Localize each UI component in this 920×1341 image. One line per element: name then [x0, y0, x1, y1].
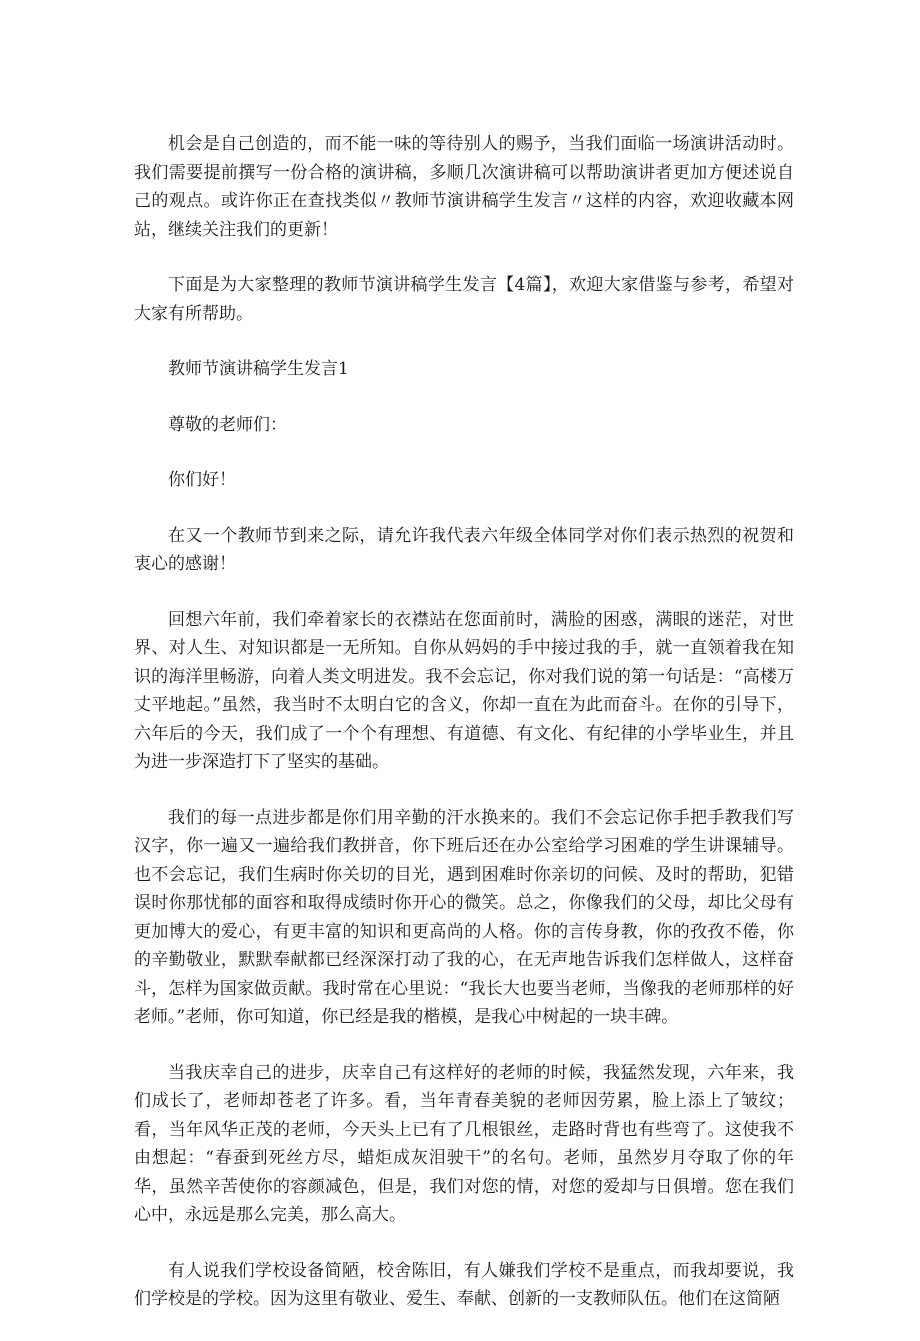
intro-paragraph: 机会是自己创造的，而不能一味的等待别人的赐予，当我们面临一场演讲活动时。我们需要提前撰写一份合格的演讲稿，多顺几次演讲稿可以帮助演讲者更加方便述说自己的观点。或许你正在查找类似〃教师节演讲稿学生发言〃这样的内容，欢迎收藏本网站，继续关注我们的更新！ — [134, 134, 794, 240]
body-paragraph: 在又一个教师节到来之际，请允许我代表六年级全体同学对你们表示热烈的祝贺和衷心的感谢！ — [134, 525, 794, 574]
body-paragraph: 有人说我们学校设备简陋，校舍陈旧，有人嫌我们学校不是重点，而我却要说，我们学校是的学校。因为这里有敬业、爱生、奉献、创新的一支教师队伍。他们在这简陋 — [134, 1260, 794, 1309]
body-paragraph: 当我庆幸自己的进步，庆幸自己有这样好的老师的时候，我猛然发现，六年来，我们成长了，老师却苍老了许多。看，当年青春美貌的老师因劳累，脸上添上了皱纹；看，当年风华正茂的老师，今天头上已有了几根银丝，走路时背也有些弯了。这使我不由想起：“春蚕到死丝方尽，蜡炬成灰泪驶干”的名句。老师，虽然岁月夺取了你的年华，虽然辛苦使你的容颜减色，但是，我们对您的情，对您的爱却与日俱增。您在我们心中，永远是那么完美，那么高大。 — [134, 1062, 794, 1225]
section-heading: 教师节演讲稿学生发言1 — [168, 359, 349, 379]
salutation: 尊敬的老师们： — [168, 414, 287, 435]
summary-paragraph: 下面是为大家整理的教师节演讲稿学生发言【4篇】，欢迎大家借鉴与参考，希望对大家有所帮助。 — [134, 275, 794, 324]
greeting: 你们好！ — [168, 470, 236, 490]
body-paragraph: 我们的每一点进步都是你们用辛勤的汗水换来的。我们不会忘记你手把手教我们写汉字，你一遍又一遍给我们教拼音，你下班后还在办公室给学习困难的学生讲课辅导。也不会忘记，我们生病时你关切的目光，遇到困难时你亲切的问候、及时的帮助，犯错误时你那忧郁的面容和取得成绩时你开心的微笑。总之，你像我们的父母，却比父母有更加博大的爱心，有更丰富的知识和更高尚的人格。你的言传身教，你的孜孜不倦，你的辛勤敬业，默默奉献都已经深深打动了我的心，在无声地告诉我们怎样做人，这样奋斗，怎样为国家做贡献。我时常在心里说：“我长大也要当老师，当像我的老师那样的好老师。”老师，你可知道，你已经是我的楷模，是我心中树起的一块丰碑。 — [134, 807, 794, 1027]
document-body — [134, 130, 794, 1341]
body-paragraph: 回想六年前，我们牵着家长的衣襟站在您面前时，满脸的困惑，满眼的迷茫，对世界、对人生、对知识都是一无所知。自你从妈妈的手中接过我的手，就一直领着我在知识的海洋里畅游，向着人类文明进发。我不会忘记，你对我们说的第一句话是：“高楼万丈平地起。”虽然，我当时不太明白它的含义，你却一直在为此而奋斗。在你的引导下，六年后的今天，我们成了一个个有理想、有道德、有文化、有纪律的小学毕业生，并且为进一步深造打下了坚实的基础。 — [134, 609, 794, 772]
